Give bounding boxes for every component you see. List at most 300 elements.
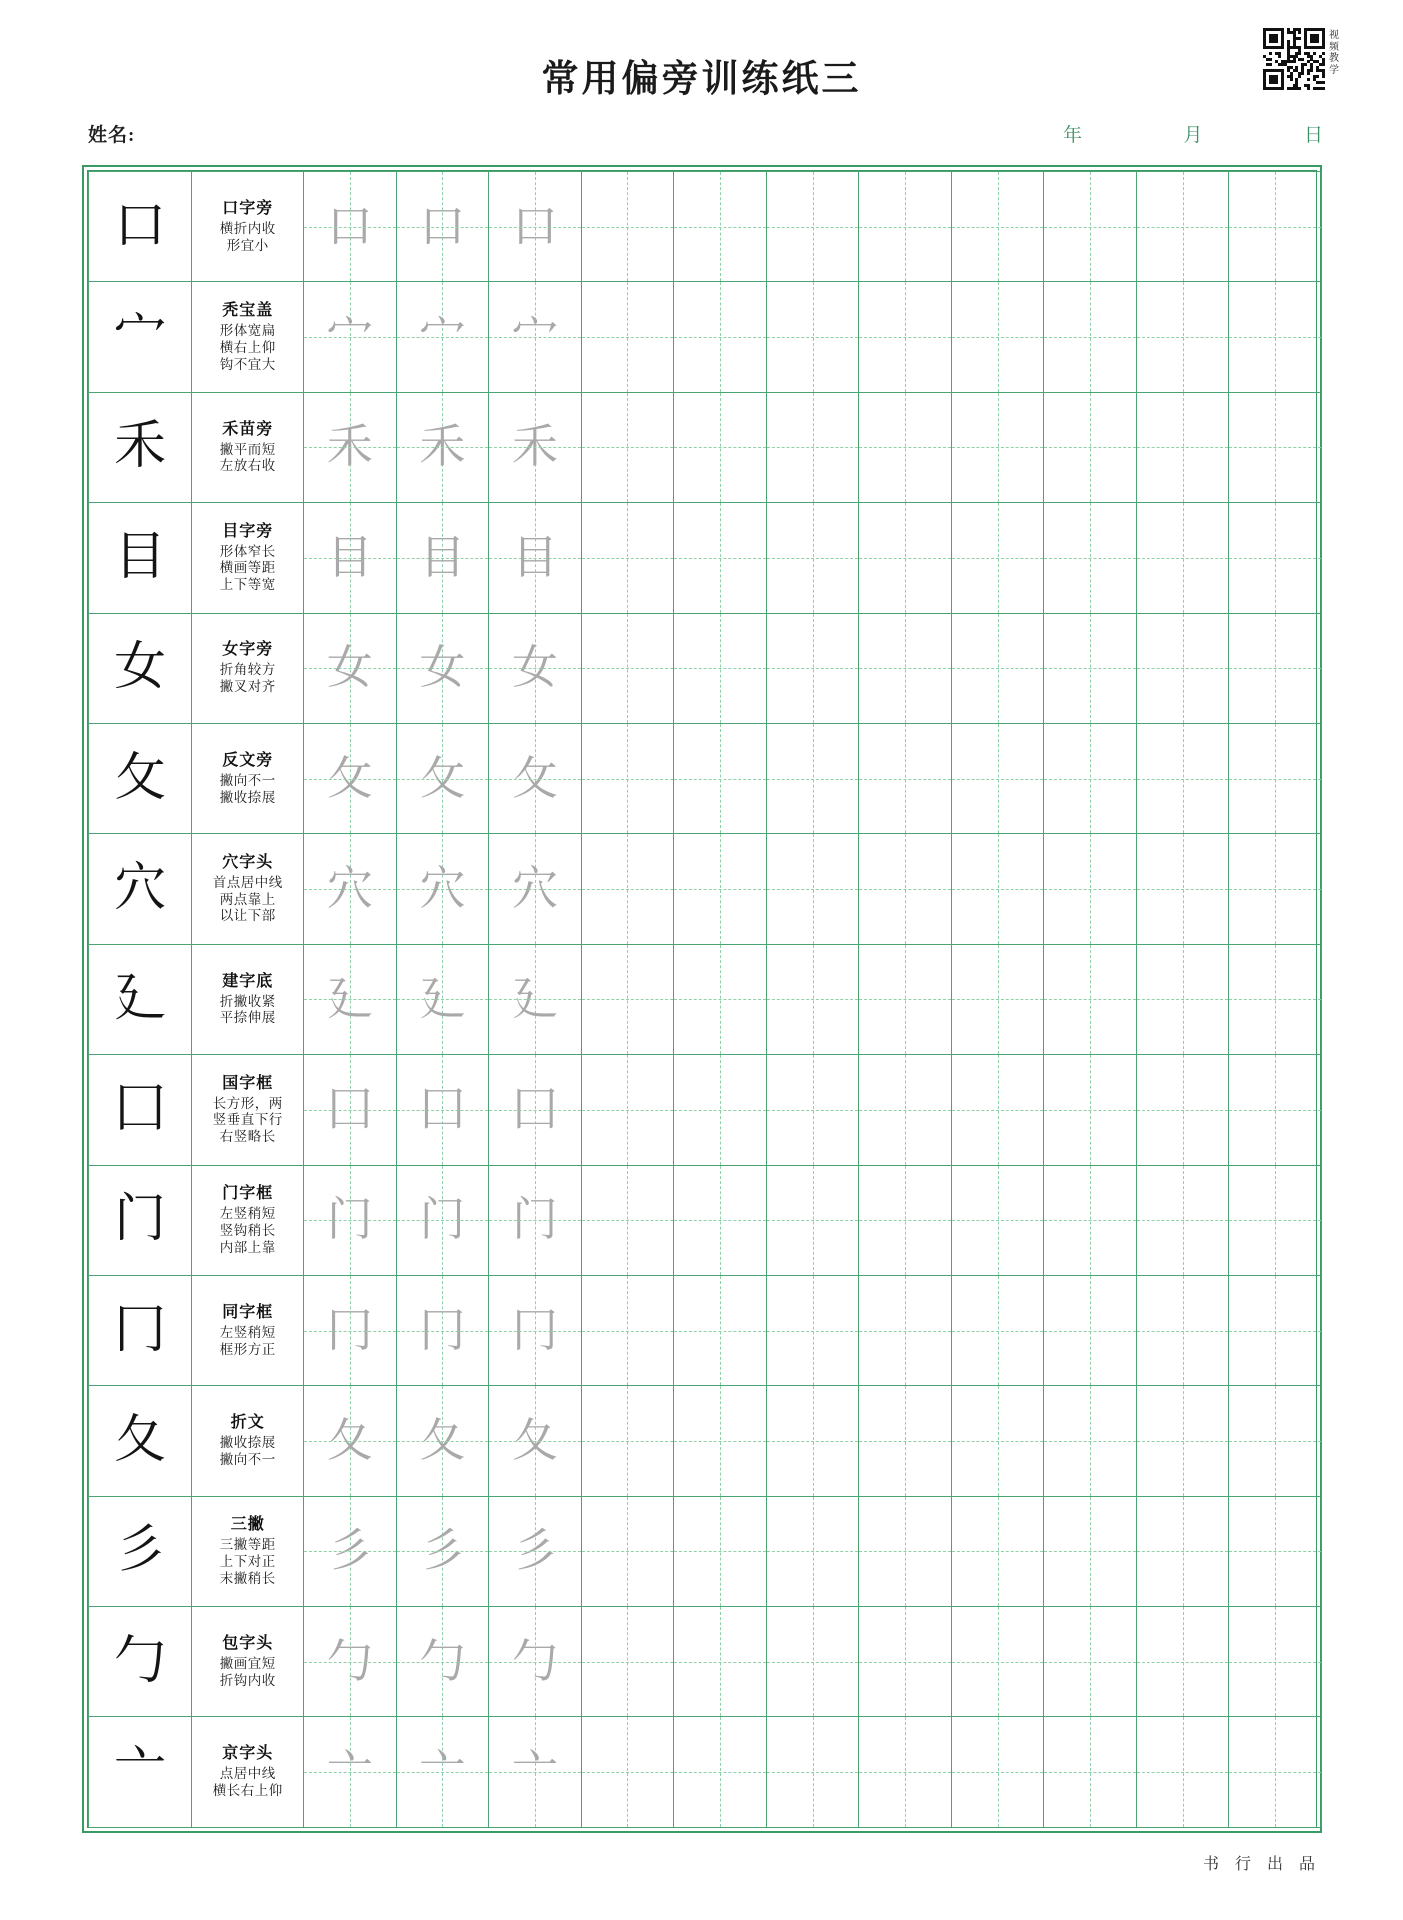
practice-cell-blank[interactable]	[1044, 1386, 1137, 1496]
model-character: 女	[114, 639, 167, 697]
practice-cell-traced[interactable]	[489, 944, 582, 1054]
practice-cell-traced[interactable]	[489, 1607, 582, 1717]
practice-cell-blank[interactable]	[766, 1386, 859, 1496]
practice-cell-blank[interactable]	[581, 1165, 674, 1275]
practice-cell-blank[interactable]	[1044, 834, 1137, 944]
footer-credit: 书 行 出 品	[1202, 1856, 1321, 1873]
tip-line: 竖垂直下行	[212, 1112, 283, 1128]
tip-cell	[192, 1496, 304, 1606]
tip-line: 撇收捺展	[219, 1435, 276, 1451]
practice-cell-traced[interactable]	[396, 944, 489, 1054]
tip-line: 形宜小	[226, 237, 269, 253]
practice-cell-blank[interactable]	[859, 282, 952, 392]
practice-cell-traced[interactable]	[396, 834, 489, 944]
trace-character: 穴	[419, 863, 466, 915]
model-character: 宀	[114, 308, 167, 366]
practice-cell-traced[interactable]	[396, 392, 489, 502]
table-row	[89, 392, 1322, 502]
practice-cell-blank[interactable]	[1044, 1275, 1137, 1385]
model-character-cell	[89, 944, 192, 1054]
practice-cell-blank[interactable]	[1229, 613, 1322, 723]
practice-cell-blank[interactable]	[674, 172, 767, 282]
practice-cell-blank[interactable]	[581, 834, 674, 944]
practice-cell-blank[interactable]	[1229, 1275, 1322, 1385]
practice-cell-traced[interactable]	[489, 1055, 582, 1165]
practice-cell-blank[interactable]	[1229, 282, 1322, 392]
practice-cell-blank[interactable]	[674, 282, 767, 392]
practice-cell-blank[interactable]	[859, 1165, 952, 1275]
practice-cell-blank[interactable]	[1229, 392, 1322, 502]
trace-character: 冂	[326, 1304, 373, 1356]
practice-cell-blank[interactable]	[766, 1607, 859, 1717]
practice-cell-traced[interactable]	[396, 723, 489, 833]
practice-cell-blank[interactable]	[766, 172, 859, 282]
trace-character: 廴	[419, 973, 466, 1025]
practice-cell-blank[interactable]	[766, 392, 859, 502]
practice-cell-blank[interactable]	[951, 503, 1044, 613]
practice-cell-blank[interactable]	[1044, 172, 1137, 282]
tip-line: 右竖略长	[219, 1129, 276, 1145]
practice-cell-blank[interactable]	[1136, 1496, 1229, 1606]
practice-cell-blank[interactable]	[1136, 944, 1229, 1054]
practice-cell-blank[interactable]	[581, 1717, 674, 1827]
model-character-cell	[89, 1275, 192, 1385]
trace-character: 女	[326, 642, 373, 694]
practice-cell-traced[interactable]	[304, 944, 397, 1054]
model-character: 廴	[114, 970, 167, 1028]
tip-cell	[192, 944, 304, 1054]
practice-cell-blank[interactable]	[951, 1386, 1044, 1496]
tip-title: 三撇	[230, 1516, 265, 1534]
practice-cell-traced[interactable]	[396, 1496, 489, 1606]
practice-cell-traced[interactable]	[489, 1165, 582, 1275]
tip-title: 穴字头	[222, 853, 274, 871]
table-row	[89, 503, 1322, 613]
tip-title: 京字头	[222, 1745, 274, 1763]
practice-cell-traced[interactable]	[304, 392, 397, 502]
practice-cell-traced[interactable]	[304, 282, 397, 392]
model-character-cell	[89, 1607, 192, 1717]
tip-line: 撇平而短	[219, 441, 276, 457]
practice-cell-blank[interactable]	[859, 503, 952, 613]
practice-cell-blank[interactable]	[766, 1717, 859, 1827]
model-character: 囗	[114, 1080, 167, 1138]
date-year-label: 年	[1063, 125, 1083, 146]
trace-character: 亠	[326, 1746, 373, 1798]
trace-character: 彡	[511, 1525, 558, 1577]
trace-character: 彡	[326, 1525, 373, 1577]
model-character-cell	[89, 1496, 192, 1606]
practice-cell-traced[interactable]	[396, 1055, 489, 1165]
practice-cell-traced[interactable]	[304, 613, 397, 723]
tip-cell	[192, 172, 304, 282]
practice-cell-blank[interactable]	[674, 1055, 767, 1165]
model-character-cell	[89, 1386, 192, 1496]
tip-line: 两点靠上	[219, 891, 276, 907]
date-month-label: 月	[1183, 125, 1203, 146]
practice-cell-traced[interactable]	[304, 1386, 397, 1496]
practice-cell-traced[interactable]	[304, 1165, 397, 1275]
tip-line: 横长右上仰	[212, 1783, 283, 1799]
model-character-cell	[89, 834, 192, 944]
practice-cell-blank[interactable]	[1044, 1607, 1137, 1717]
trace-character: 门	[511, 1194, 558, 1246]
model-character: 目	[114, 528, 167, 586]
practice-cell-blank[interactable]	[581, 172, 674, 282]
practice-cell-blank[interactable]	[766, 1165, 859, 1275]
practice-cell-blank[interactable]	[951, 723, 1044, 833]
practice-cell-blank[interactable]	[859, 834, 952, 944]
trace-character: 冂	[511, 1304, 558, 1356]
practice-cell-blank[interactable]	[1136, 282, 1229, 392]
trace-character: 目	[326, 531, 373, 583]
practice-cell-blank[interactable]	[1229, 834, 1322, 944]
tip-line: 形体宽扁	[219, 322, 276, 338]
practice-cell-blank[interactable]	[766, 834, 859, 944]
practice-cell-blank[interactable]	[859, 172, 952, 282]
table-row	[89, 723, 1322, 833]
practice-cell-blank[interactable]	[674, 392, 767, 502]
name-field-label: 姓名:	[88, 125, 136, 146]
practice-cell-traced[interactable]	[489, 282, 582, 392]
practice-cell-blank[interactable]	[859, 1607, 952, 1717]
practice-cell-blank[interactable]	[859, 1496, 952, 1606]
practice-cell-blank[interactable]	[1044, 944, 1137, 1054]
practice-cell-traced[interactable]	[396, 503, 489, 613]
trace-character: 禾	[326, 421, 373, 473]
practice-cell-blank[interactable]	[1044, 503, 1137, 613]
practice-cell-blank[interactable]	[581, 392, 674, 502]
practice-cell-blank[interactable]	[951, 1496, 1044, 1606]
practice-cell-blank[interactable]	[766, 503, 859, 613]
practice-cell-blank[interactable]	[1044, 723, 1137, 833]
practice-cell-blank[interactable]	[859, 1275, 952, 1385]
page-title: 常用偏旁训练纸三	[541, 59, 862, 100]
practice-cell-blank[interactable]	[674, 834, 767, 944]
practice-cell-traced[interactable]	[304, 834, 397, 944]
trace-character: 穴	[326, 863, 373, 915]
practice-cell-blank[interactable]	[951, 613, 1044, 723]
trace-character: 勹	[326, 1635, 373, 1687]
trace-character: 禾	[511, 421, 558, 473]
trace-character: 攵	[511, 752, 558, 804]
trace-character: 冂	[419, 1304, 466, 1356]
practice-cell-blank[interactable]	[1136, 1055, 1229, 1165]
model-character: 勹	[114, 1632, 167, 1690]
model-character-cell	[89, 723, 192, 833]
practice-cell-blank[interactable]	[581, 1055, 674, 1165]
practice-cell-traced[interactable]	[304, 1275, 397, 1385]
trace-character: 口	[419, 200, 466, 252]
date-day-label: 日	[1303, 125, 1323, 146]
practice-cell-blank[interactable]	[1229, 172, 1322, 282]
practice-cell-blank[interactable]	[951, 1275, 1044, 1385]
practice-cell-blank[interactable]	[951, 172, 1044, 282]
practice-cell-blank[interactable]	[1229, 944, 1322, 1054]
practice-cell-blank[interactable]	[674, 1275, 767, 1385]
practice-cell-blank[interactable]	[1229, 503, 1322, 613]
practice-cell-blank[interactable]	[1136, 1386, 1229, 1496]
practice-cell-blank[interactable]	[581, 944, 674, 1054]
practice-cell-blank[interactable]	[1136, 613, 1229, 723]
practice-cell-blank[interactable]	[766, 282, 859, 392]
tip-cell	[192, 282, 304, 392]
tip-line: 竖钩稍长	[219, 1222, 276, 1238]
table-row	[89, 1496, 1322, 1606]
practice-cell-traced[interactable]	[489, 503, 582, 613]
practice-cell-blank[interactable]	[766, 944, 859, 1054]
practice-cell-traced[interactable]	[396, 1717, 489, 1827]
practice-cell-blank[interactable]	[859, 1386, 952, 1496]
table-row	[89, 1275, 1322, 1385]
tip-title: 禾苗旁	[222, 420, 274, 438]
practice-cell-traced[interactable]	[396, 282, 489, 392]
practice-cell-traced[interactable]	[396, 172, 489, 282]
practice-cell-traced[interactable]	[304, 1717, 397, 1827]
qr-label-line1: 视频	[1329, 30, 1339, 53]
trace-character: 彡	[419, 1525, 466, 1577]
practice-cell-traced[interactable]	[489, 392, 582, 502]
practice-cell-blank[interactable]	[581, 282, 674, 392]
practice-cell-blank[interactable]	[1136, 1165, 1229, 1275]
trace-character: 目	[511, 531, 558, 583]
practice-cell-traced[interactable]	[304, 1607, 397, 1717]
table-row	[89, 1717, 1322, 1827]
tip-title: 建字底	[222, 972, 274, 990]
tip-title: 目字旁	[222, 522, 274, 540]
practice-cell-blank[interactable]	[674, 944, 767, 1054]
practice-cell-blank[interactable]	[1136, 503, 1229, 613]
practice-cell-blank[interactable]	[1044, 613, 1137, 723]
practice-cell-blank[interactable]	[859, 1055, 952, 1165]
model-character: 攵	[114, 749, 167, 807]
tip-line: 左竖稍短	[219, 1324, 276, 1340]
practice-cell-traced[interactable]	[396, 1607, 489, 1717]
tip-line: 上下等宽	[219, 577, 276, 593]
model-character-cell	[89, 172, 192, 282]
trace-character: 女	[419, 642, 466, 694]
practice-cell-blank[interactable]	[1229, 723, 1322, 833]
practice-cell-traced[interactable]	[304, 172, 397, 282]
practice-cell-traced[interactable]	[304, 723, 397, 833]
practice-cell-blank[interactable]	[1044, 392, 1137, 502]
trace-character: 攵	[326, 752, 373, 804]
tip-cell	[192, 1055, 304, 1165]
tip-line: 末撇稍长	[219, 1570, 276, 1586]
practice-cell-traced[interactable]	[489, 723, 582, 833]
tip-line: 以让下部	[219, 908, 276, 924]
tip-line: 折钩内收	[219, 1672, 276, 1688]
tip-line: 撇向不一	[219, 772, 276, 788]
practice-cell-blank[interactable]	[674, 613, 767, 723]
model-character: 夂	[114, 1411, 167, 1469]
trace-character: 宀	[326, 311, 373, 363]
practice-cell-blank[interactable]	[766, 1275, 859, 1385]
practice-cell-blank[interactable]	[859, 613, 952, 723]
practice-cell-blank[interactable]	[1229, 1165, 1322, 1275]
tip-line: 内部上靠	[219, 1239, 276, 1255]
tip-title: 门字框	[222, 1184, 274, 1202]
tip-line: 平捺伸展	[219, 1010, 276, 1026]
practice-cell-traced[interactable]	[489, 834, 582, 944]
trace-character: 亠	[419, 1746, 466, 1798]
tip-cell	[192, 613, 304, 723]
practice-cell-traced[interactable]	[396, 1386, 489, 1496]
trace-character: 亠	[511, 1746, 558, 1798]
practice-cell-blank[interactable]	[766, 723, 859, 833]
model-character: 亠	[114, 1743, 167, 1801]
tip-title: 包字头	[222, 1634, 274, 1652]
model-character-cell	[89, 392, 192, 502]
practice-cell-traced[interactable]	[304, 503, 397, 613]
trace-character: 勹	[511, 1635, 558, 1687]
practice-cell-blank[interactable]	[581, 1386, 674, 1496]
trace-character: 夂	[326, 1414, 373, 1466]
practice-cell-traced[interactable]	[489, 1275, 582, 1385]
practice-cell-blank[interactable]	[1229, 1717, 1322, 1827]
table-row	[89, 1055, 1322, 1165]
practice-cell-blank[interactable]	[951, 392, 1044, 502]
practice-cell-blank[interactable]	[859, 944, 952, 1054]
practice-cell-blank[interactable]	[1229, 1386, 1322, 1496]
qr-block	[1263, 28, 1343, 90]
practice-cell-traced[interactable]	[489, 1496, 582, 1606]
practice-cell-blank[interactable]	[581, 503, 674, 613]
trace-character: 囗	[511, 1083, 558, 1135]
practice-cell-blank[interactable]	[1136, 723, 1229, 833]
table-row	[89, 944, 1322, 1054]
practice-cell-blank[interactable]	[674, 1607, 767, 1717]
model-character: 冂	[114, 1301, 167, 1359]
practice-cell-blank[interactable]	[674, 503, 767, 613]
tip-line: 点居中线	[219, 1766, 276, 1782]
practice-cell-traced[interactable]	[489, 1386, 582, 1496]
practice-cell-blank[interactable]	[951, 1717, 1044, 1827]
tip-title: 口字旁	[222, 199, 274, 217]
table-row	[89, 172, 1322, 282]
table-row	[89, 613, 1322, 723]
practice-cell-blank[interactable]	[951, 282, 1044, 392]
practice-cell-blank[interactable]	[674, 1386, 767, 1496]
practice-cell-traced[interactable]	[489, 613, 582, 723]
tip-line: 左放右收	[219, 458, 276, 474]
practice-cell-traced[interactable]	[489, 172, 582, 282]
tip-cell	[192, 1717, 304, 1827]
tip-line: 折撇收紧	[219, 993, 276, 1009]
practice-cell-blank[interactable]	[1044, 1496, 1137, 1606]
date-fields	[1063, 120, 1323, 147]
tip-cell	[192, 1165, 304, 1275]
model-character: 穴	[114, 860, 167, 918]
practice-cell-blank[interactable]	[1136, 1717, 1229, 1827]
practice-cell-blank[interactable]	[1044, 282, 1137, 392]
practice-cell-blank[interactable]	[674, 723, 767, 833]
tip-title: 同字框	[222, 1303, 274, 1321]
practice-cell-blank[interactable]	[1136, 392, 1229, 502]
practice-cell-blank[interactable]	[951, 1055, 1044, 1165]
model-character: 禾	[114, 418, 167, 476]
trace-character: 廴	[326, 973, 373, 1025]
practice-cell-blank[interactable]	[581, 613, 674, 723]
tip-title: 国字框	[222, 1074, 274, 1092]
practice-cell-blank[interactable]	[581, 723, 674, 833]
practice-cell-blank[interactable]	[859, 723, 952, 833]
model-character-cell	[89, 282, 192, 392]
model-character-cell	[89, 1165, 192, 1275]
trace-character: 口	[326, 200, 373, 252]
model-character-cell	[89, 1717, 192, 1827]
practice-cell-blank[interactable]	[1229, 1055, 1322, 1165]
practice-cell-traced[interactable]	[304, 1496, 397, 1606]
practice-cell-blank[interactable]	[951, 834, 1044, 944]
tip-line: 横右上仰	[219, 339, 276, 355]
qr-label	[1329, 28, 1343, 76]
practice-cell-blank[interactable]	[1044, 1165, 1137, 1275]
trace-character: 囗	[419, 1083, 466, 1135]
practice-cell-blank[interactable]	[766, 1055, 859, 1165]
model-character: 彡	[114, 1522, 167, 1580]
practice-cell-blank[interactable]	[1136, 1275, 1229, 1385]
trace-character: 廴	[511, 973, 558, 1025]
tip-cell	[192, 503, 304, 613]
practice-cell-blank[interactable]	[674, 1717, 767, 1827]
practice-cell-blank[interactable]	[1136, 834, 1229, 944]
trace-character: 门	[419, 1194, 466, 1246]
table-row	[89, 834, 1322, 944]
practice-cell-blank[interactable]	[1044, 1055, 1137, 1165]
tip-line: 框形方正	[219, 1341, 276, 1357]
practice-cell-blank[interactable]	[859, 1717, 952, 1827]
practice-cell-blank[interactable]	[674, 1496, 767, 1606]
practice-cell-blank[interactable]	[581, 1496, 674, 1606]
qr-code[interactable]	[1263, 28, 1325, 90]
practice-cell-blank[interactable]	[766, 613, 859, 723]
tip-line: 横折内收	[219, 220, 276, 236]
practice-cell-blank[interactable]	[581, 1275, 674, 1385]
practice-cell-blank[interactable]	[1044, 1717, 1137, 1827]
tip-line: 撇向不一	[219, 1451, 276, 1467]
tip-cell	[192, 1607, 304, 1717]
model-character: 门	[114, 1191, 167, 1249]
table-row	[89, 1165, 1322, 1275]
trace-character: 勹	[419, 1635, 466, 1687]
practice-cell-blank[interactable]	[1136, 1607, 1229, 1717]
tip-line: 横画等距	[219, 560, 276, 576]
practice-cell-blank[interactable]	[1136, 172, 1229, 282]
practice-cell-traced[interactable]	[489, 1717, 582, 1827]
tip-line: 撇画宜短	[219, 1655, 276, 1671]
practice-cell-blank[interactable]	[674, 1165, 767, 1275]
model-character-cell	[89, 1055, 192, 1165]
practice-cell-blank[interactable]	[951, 944, 1044, 1054]
practice-cell-blank[interactable]	[951, 1165, 1044, 1275]
practice-cell-blank[interactable]	[766, 1496, 859, 1606]
practice-cell-blank[interactable]	[951, 1607, 1044, 1717]
practice-cell-blank[interactable]	[1229, 1607, 1322, 1717]
trace-character: 穴	[511, 863, 558, 915]
model-character-cell	[89, 503, 192, 613]
practice-cell-blank[interactable]	[1229, 1496, 1322, 1606]
practice-cell-traced[interactable]	[396, 613, 489, 723]
practice-cell-traced[interactable]	[304, 1055, 397, 1165]
practice-cell-blank[interactable]	[859, 392, 952, 502]
model-character: 口	[114, 197, 167, 255]
tip-cell	[192, 1386, 304, 1496]
trace-character: 攵	[419, 752, 466, 804]
practice-cell-traced[interactable]	[396, 1275, 489, 1385]
practice-cell-blank[interactable]	[581, 1607, 674, 1717]
practice-cell-traced[interactable]	[396, 1165, 489, 1275]
